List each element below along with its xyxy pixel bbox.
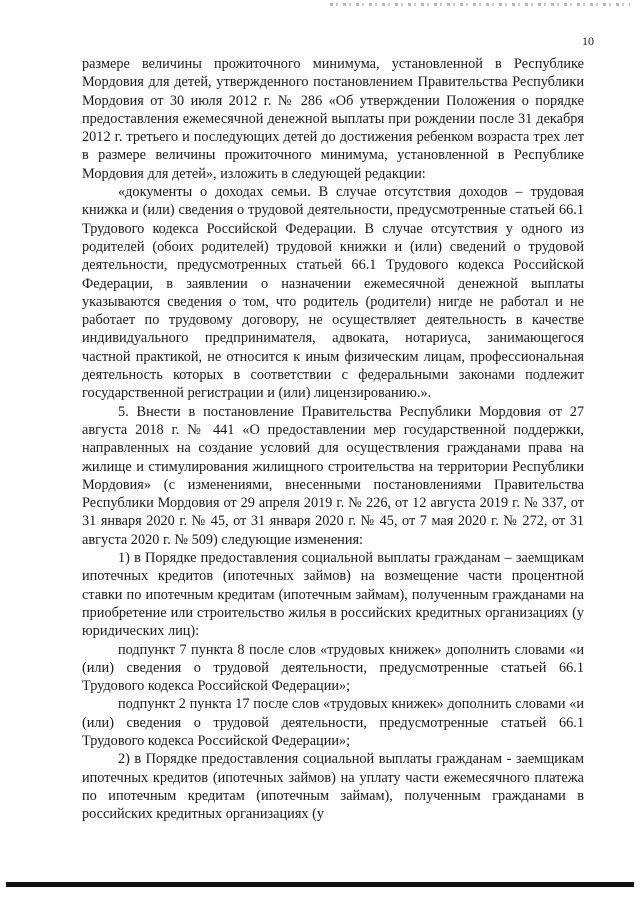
paragraph-subitem-1: 1) в Порядке предоставления социальной выплаты гражданам – заемщикам ипотечных кредитов (ипотечных займов) на возмещение части процентной ставки по ипотечным кредитам (ипотечным займам), полученным гражданами на приобретение или строительство жилья в российских кредитных организациях (у юридических лиц): — [82, 550, 584, 640]
scan-bottom-border — [6, 882, 634, 887]
scan-artifact-top — [330, 3, 630, 6]
paragraph-continuation: размере величины прожиточного минимума, установленной в Республике Мордовия для детей, утвержденного постановлением Правительства Республики Мордовия от 30 июля 2012 г. № 286 «Об утверждении Положения о порядке предоставления ежемесячной денежной выплаты при рождении после 31 декабря 2012 г. третьего и последующих детей до достижения ребенком возраста трех лет в размере величины прожиточного минимума, установленной в Республике Мордовия для детей», изложить в следующей редакции: — [82, 56, 584, 182]
page-number: 10 — [582, 34, 594, 48]
paragraph-quoted-amendment: «документы о доходах семьи. В случае отсутствия доходов – трудовая книжка и (или) сведения о трудовой деятельности, предусмотренные статьей 66.1 Трудового кодекса Российской Федерации. В случае отсутствия у одного из родителей (обоих родителей) трудовой книжки и (или) сведений о трудовой деятельности, предусмотренных статьей 66.1 Трудового кодекса Российской Федерации, в заявлении о назначении ежемесячной денежной выплаты указываются сведения о том, что родитель (родители) нигде не работал и не работает по трудовому договору, не осуществляет деятельность в качестве индивидуального предпринимателя, адвоката, нотариуса, занимающегося частной практикой, не относится к иным физическим лицам, профессиональная деятельность которых в соответствии с федеральными законами подлежит государственной регистрации и (или) лицензированию.». — [82, 184, 584, 402]
paragraph-subitem-2: 2) в Порядке предоставления социальной выплаты гражданам - заемщикам ипотечных кредитов (ипотечных займов) на уплату части ежемесячного платежа по ипотечным кредитам (ипотечным займам), полученным гражданами в российских кредитных организациях (у — [82, 751, 584, 823]
paragraph-subparagraph-2: подпункт 2 пункта 17 после слов «трудовых книжек» дополнить словами «и (или) сведения о трудовой деятельности, предусмотренные статьей 66.1 Трудового кодекса Российской Федерации»; — [82, 696, 584, 749]
paragraph-subparagraph-7: подпункт 7 пункта 8 после слов «трудовых книжек» дополнить словами «и (или) сведения о трудовой деятельности, предусмотренные статьей 66.1 Трудового кодекса Российской Федерации»; — [82, 641, 584, 695]
document-body — [82, 55, 584, 823]
paragraph-item-5: 5. Внести в постановление Правительства Республики Мордовия от 27 августа 2018 г. № 441 «О предоставлении мер государственной поддержки, направленных на создание условий для осуществления гражданами права на жилище и стимулирования жилищного строительства на территории Республики Мордовия» (с изменениями, внесенными постановлениями Правительства Республики Мордовия от 29 апреля 2019 г. № 226, от 12 августа 2019 г. № 337, от 31 января 2020 г. № 45, от 31 января 2020 г. № 45, от 7 мая 2020 г. № 272, от 31 августа 2020 г. № 509) следующие изменения: — [82, 403, 584, 548]
